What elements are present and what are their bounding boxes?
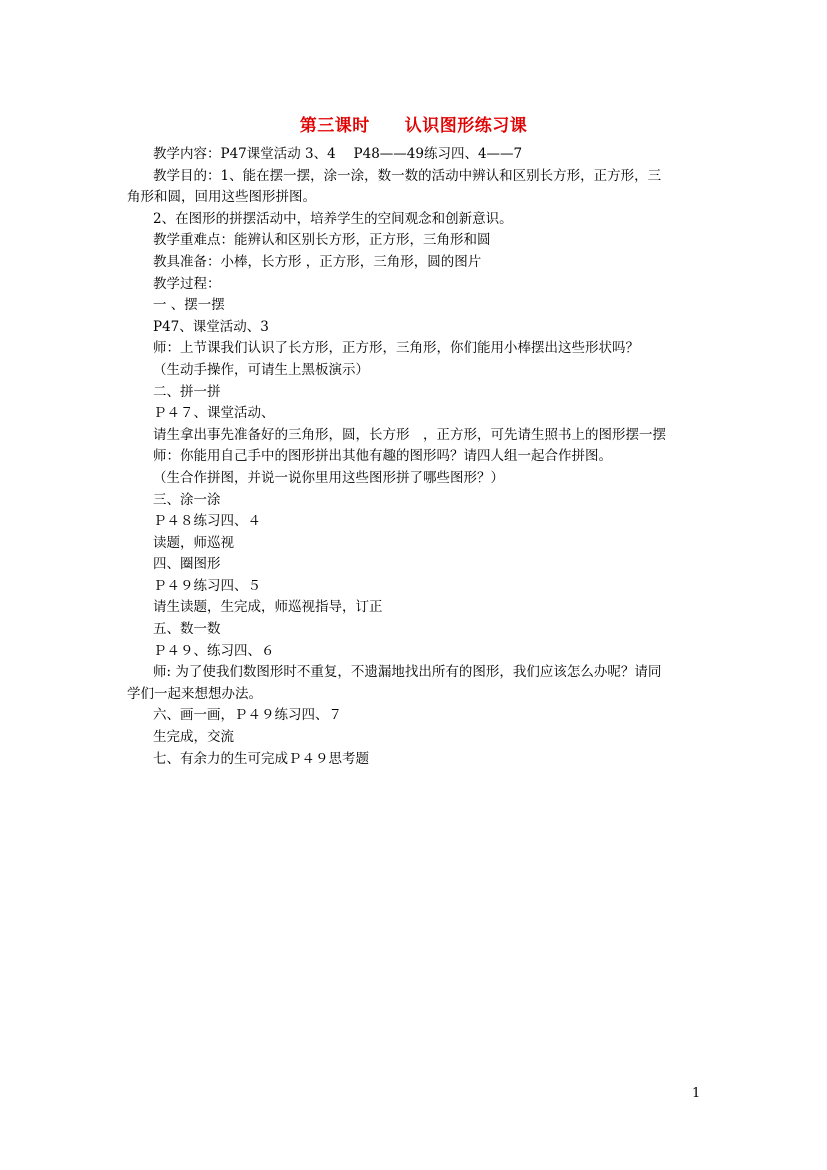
section-heading: 四、圈图形 [153, 556, 221, 573]
teaching-content-line: 教学内容：P47课堂活动 3、4 P48——49练习四、4——7 [153, 146, 523, 162]
text-line: 请生读题，生完成，师巡视指导，订正 [153, 599, 383, 616]
page-number: 1 [692, 1086, 701, 1101]
text-line: Ｐ４９、练习四、６ [153, 642, 275, 659]
text-line: （生合作拼图，并说一说你里用这些图形拼了哪些图形？） [153, 469, 504, 486]
text-line: （生动手操作，可请生上黑板演示） [153, 361, 369, 378]
text-line: 请生拿出事先准备好的三角形，圆，长方形 ，正方形，可先请生照书上的图形摆一摆 [153, 426, 666, 443]
section-heading: 七、有余力的生可完成Ｐ４９思考题 [153, 750, 369, 767]
text-line: 师：你能用自己手中的图形拼出其他有趣的图形吗？请四人组一起合作拼图。 [153, 448, 612, 465]
text-line: 师: 为了使我们数图形时不重复，不遗漏地找出所有的图形，我们应该怎么办呢？请同 [153, 664, 662, 681]
section-heading: 二、拼一拼 [153, 383, 221, 400]
section-heading: 五、数一数 [153, 621, 221, 638]
section-heading: 六、画一画，Ｐ４９练习四、７ [153, 707, 342, 724]
materials-line: 教具准备：小棒，长方形 ，正方形，三角形，圆的图片 [153, 253, 482, 270]
text-line: 生完成，交流 [153, 729, 234, 746]
text-line: P47、课堂活动、3 [153, 318, 269, 335]
text-line: Ｐ４７、课堂活动、 [153, 405, 275, 422]
text-line: 师：上节课我们认识了长方形，正方形，三角形，你们能用小棒摆出这些形状吗？ [153, 340, 639, 357]
text-line: Ｐ４８练习四、４ [153, 513, 261, 530]
text-line-continued: 学们一起来想想办法。 [127, 685, 262, 702]
section-heading: 三、涂一涂 [153, 491, 221, 508]
teaching-goal-continued-line: 角形和圆，回用这些图形拼图。 [127, 189, 316, 206]
document-body [127, 144, 705, 770]
process-heading: 教学过程： [153, 275, 221, 292]
section-heading: 一 、摆一摆 [153, 297, 225, 314]
key-points-line: 教学重难点：能辨认和区别长方形，正方形，三角形和圆 [153, 232, 491, 249]
text-line: Ｐ４９练习四、５ [153, 577, 261, 594]
teaching-goal-line: 教学目的：1、能在摆一摆，涂一涂，数一数的活动中辨认和区别长方形，正方形，三 [153, 167, 662, 184]
text-line: 读题，师巡视 [153, 534, 234, 551]
teaching-goal-two-line: 2、在图形的拼摆活动中，培养学生的空间观念和创新意识。 [153, 210, 513, 227]
document-title: 第三课时 认识图形练习课 [299, 116, 528, 136]
